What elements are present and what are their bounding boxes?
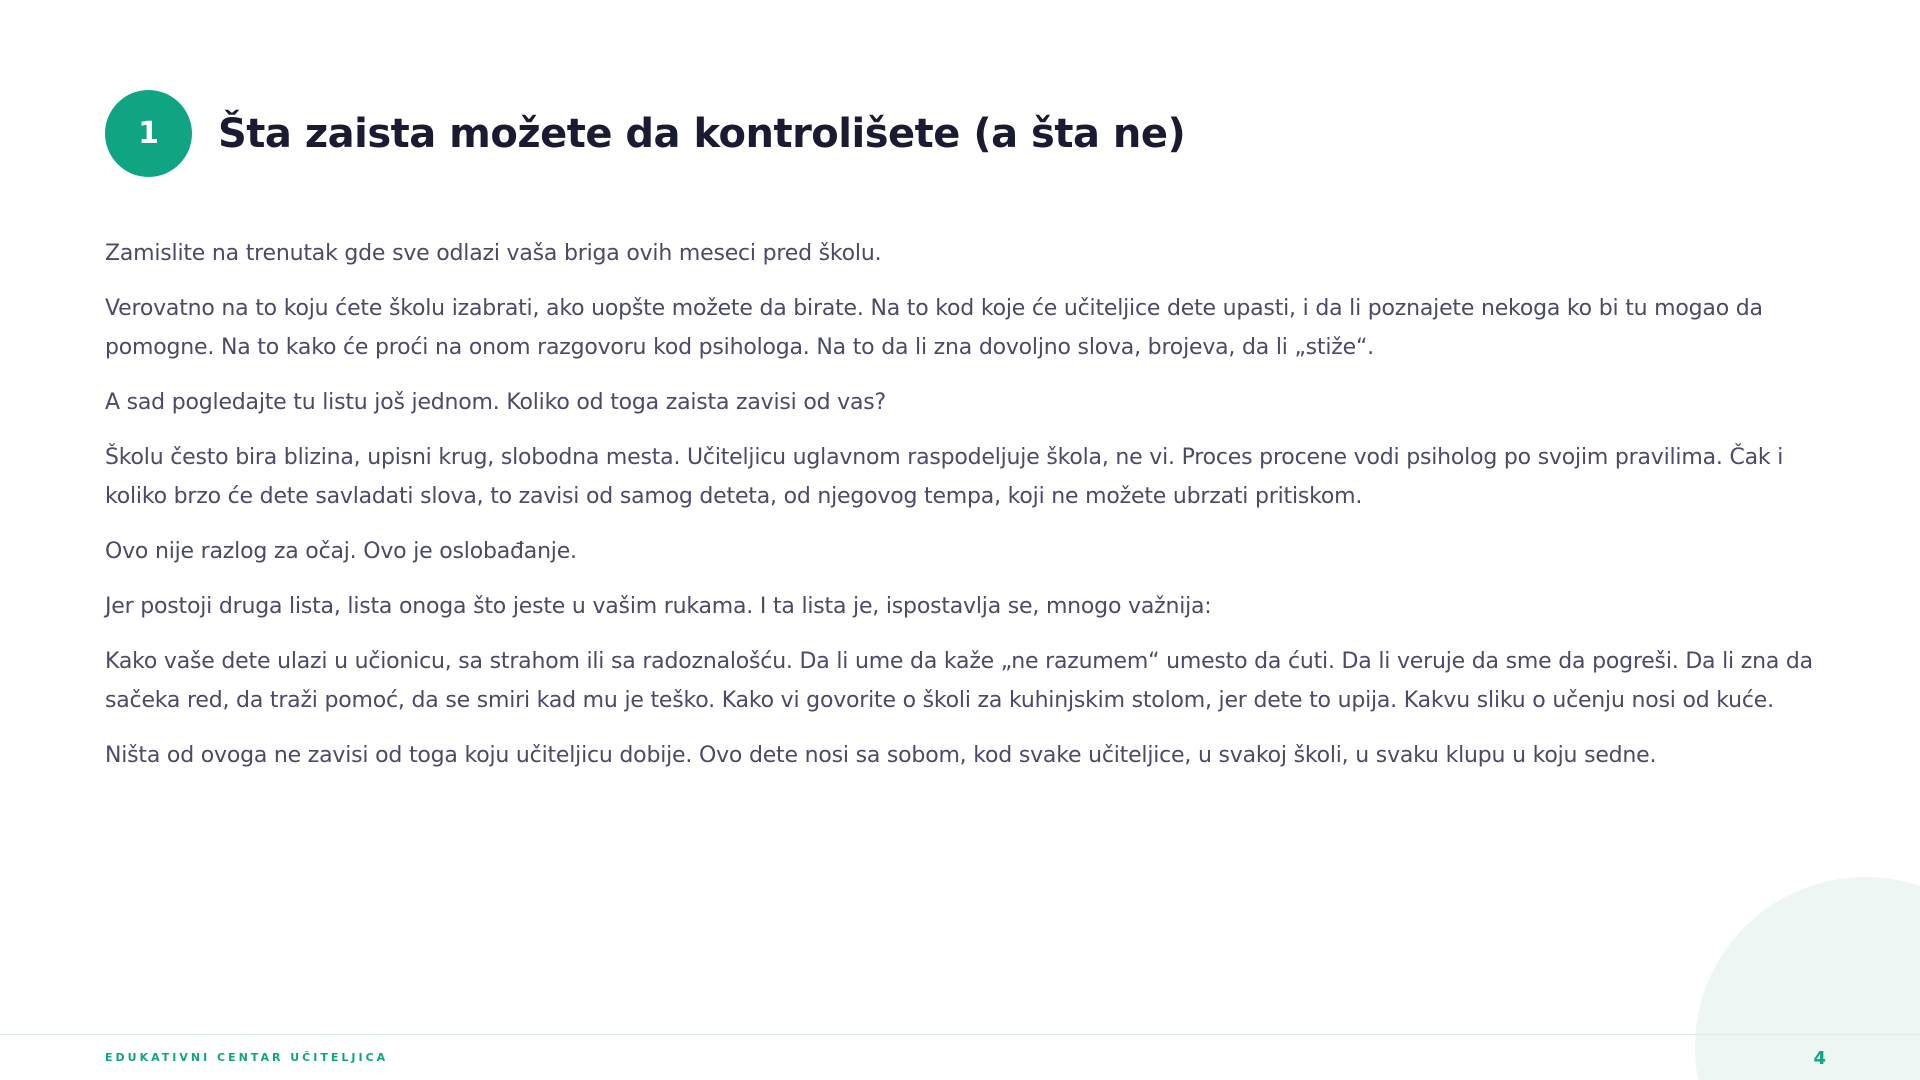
footer-brand: EDUKATIVNI CENTAR UČITELJICA bbox=[105, 1051, 389, 1064]
page-number: 4 bbox=[1813, 1048, 1826, 1069]
body-text bbox=[105, 234, 1815, 791]
paragraph: Školu često bira blizina, upisni krug, slobodna mesta. Učiteljicu uglavnom raspodeljuje škola, ne vi. Proces procene vodi psiholog po svojim pravilima. Čak i koliko brzo će dete savladati slova, to zavisi od samog deteta, od njegovog tempa, koji ne možete ubrzati pritiskom. bbox=[105, 445, 1784, 509]
paragraph: Jer postoji druga lista, lista onoga što jeste u vašim rukama. I ta lista je, ispostavlja se, mnogo važnija: bbox=[105, 594, 1212, 619]
section-number-badge: 1 bbox=[105, 90, 192, 177]
paragraph: Ovo nije razlog za očaj. Ovo je oslobađanje. bbox=[105, 539, 577, 564]
paragraph: A sad pogledajte tu listu još jednom. Koliko od toga zaista zavisi od vas? bbox=[105, 390, 887, 415]
paragraph: Kako vaše dete ulazi u učionicu, sa strahom ili sa radoznalošću. Da li ume da kaže „ne razumem“ umesto da ćuti. Da li veruje da sme da pogreši. Da li zna da sačeka red, da traži pomoć, da se smiri kad mu je teško. Kako vi govorite o školi za kuhinjskim stolom, jer dete to upija. Kakvu sliku o učenju nosi od kuće. bbox=[105, 649, 1813, 713]
paragraph: Zamislite na trenutak gde sve odlazi vaša briga ovih meseci pred školu. bbox=[105, 241, 882, 266]
paragraph: Ništa od ovoga ne zavisi od toga koju učiteljicu dobije. Ovo dete nosi sa sobom, kod svake učiteljice, u svakoj školi, u svaku klupu u koju sedne. bbox=[105, 743, 1657, 768]
footer-divider bbox=[0, 1034, 1920, 1035]
paragraph: Verovatno na to koju ćete školu izabrati, ako uopšte možete da birate. Na to kod koje će učiteljice dete upasti, i da li poznajete nekoga ko bi tu mogao da pomogne. Na to kako će proći na onom razgovoru kod psihologa. Na to da li zna dovoljno slova, brojeva, da li „stiže“. bbox=[105, 296, 1763, 360]
section-header bbox=[105, 90, 1185, 177]
page-title: Šta zaista možete da kontrolišete (a šta ne) bbox=[218, 110, 1186, 157]
